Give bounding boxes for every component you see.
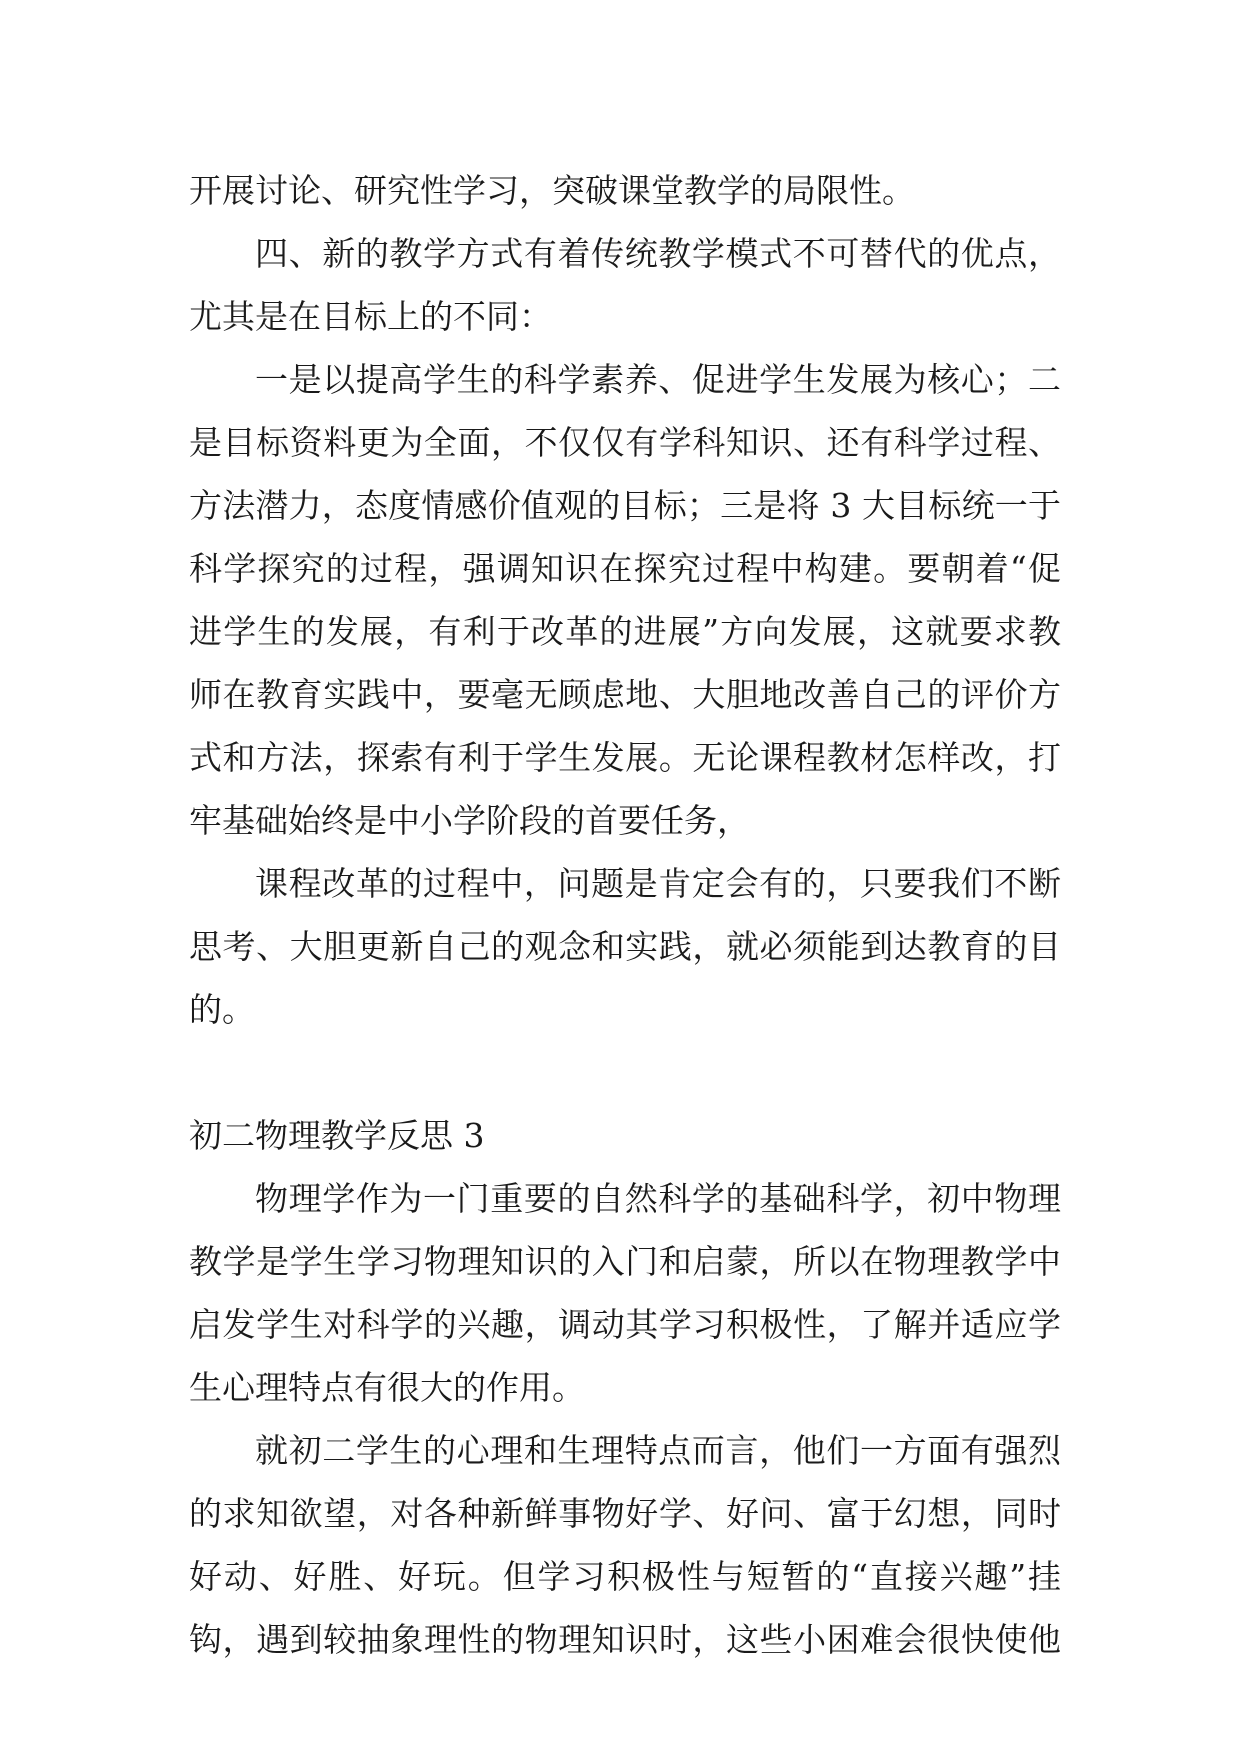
text-line: 是目标资料更为全面，不仅仅有学科知识、还有科学过程、 — [189, 423, 1061, 462]
text-line: 开展讨论、研究性学习，突破课堂教学的局限性。 — [189, 171, 915, 210]
text-line: 进学生的发展，有利于改革的进展”方向发展，这就要求教 — [189, 612, 1061, 651]
text-line: 方法潜力，态度情感价值观的目标；三是将 3 大目标统一于 — [189, 486, 1061, 525]
section-spacer — [189, 1041, 1061, 1104]
text-line: 思考、大胆更新自己的观念和实践，就必须能到达教育的目 — [189, 927, 1061, 966]
text-line: 尤其是在目标上的不同： — [189, 297, 552, 336]
text-line: 钩，遇到较抽象理性的物理知识时，这些小困难会很快使他 — [189, 1620, 1061, 1659]
text-line: 启发学生对科学的兴趣，调动其学习积极性，了解并适应学 — [189, 1305, 1061, 1344]
text-line: 科学探究的过程，强调知识在探究过程中构建。要朝着“促 — [189, 549, 1061, 588]
text-line: 就初二学生的心理和生理特点而言，他们一方面有强烈 — [255, 1431, 1061, 1470]
text-line: 四、新的教学方式有着传统教学模式不可替代的优点， — [255, 234, 1061, 273]
text-line: 牢基础始终是中小学阶段的首要任务， — [189, 801, 750, 840]
text-line: 教学是学生学习物理知识的入门和启蒙，所以在物理教学中 — [189, 1242, 1061, 1281]
document-body — [189, 159, 1061, 1671]
section-title: 初二物理教学反思 3 — [189, 1116, 485, 1155]
text-line: 生心理特点有很大的作用。 — [189, 1368, 585, 1407]
text-line: 物理学作为一门重要的自然科学的基础科学，初中物理 — [255, 1179, 1061, 1218]
text-line: 师在教育实践中，要毫无顾虑地、大胆地改善自己的评价方 — [189, 675, 1061, 714]
text-line: 好动、好胜、好玩。但学习积极性与短暂的“直接兴趣”挂 — [189, 1557, 1061, 1596]
text-line: 的求知欲望，对各种新鲜事物好学、好问、富于幻想，同时 — [189, 1494, 1061, 1533]
text-line: 的。 — [189, 990, 255, 1029]
text-line: 课程改革的过程中，问题是肯定会有的，只要我们不断 — [255, 864, 1061, 903]
text-line: 式和方法，探索有利于学生发展。无论课程教材怎样改，打 — [189, 738, 1061, 777]
text-line: 一是以提高学生的科学素养、促进学生发展为核心；二 — [255, 360, 1061, 399]
